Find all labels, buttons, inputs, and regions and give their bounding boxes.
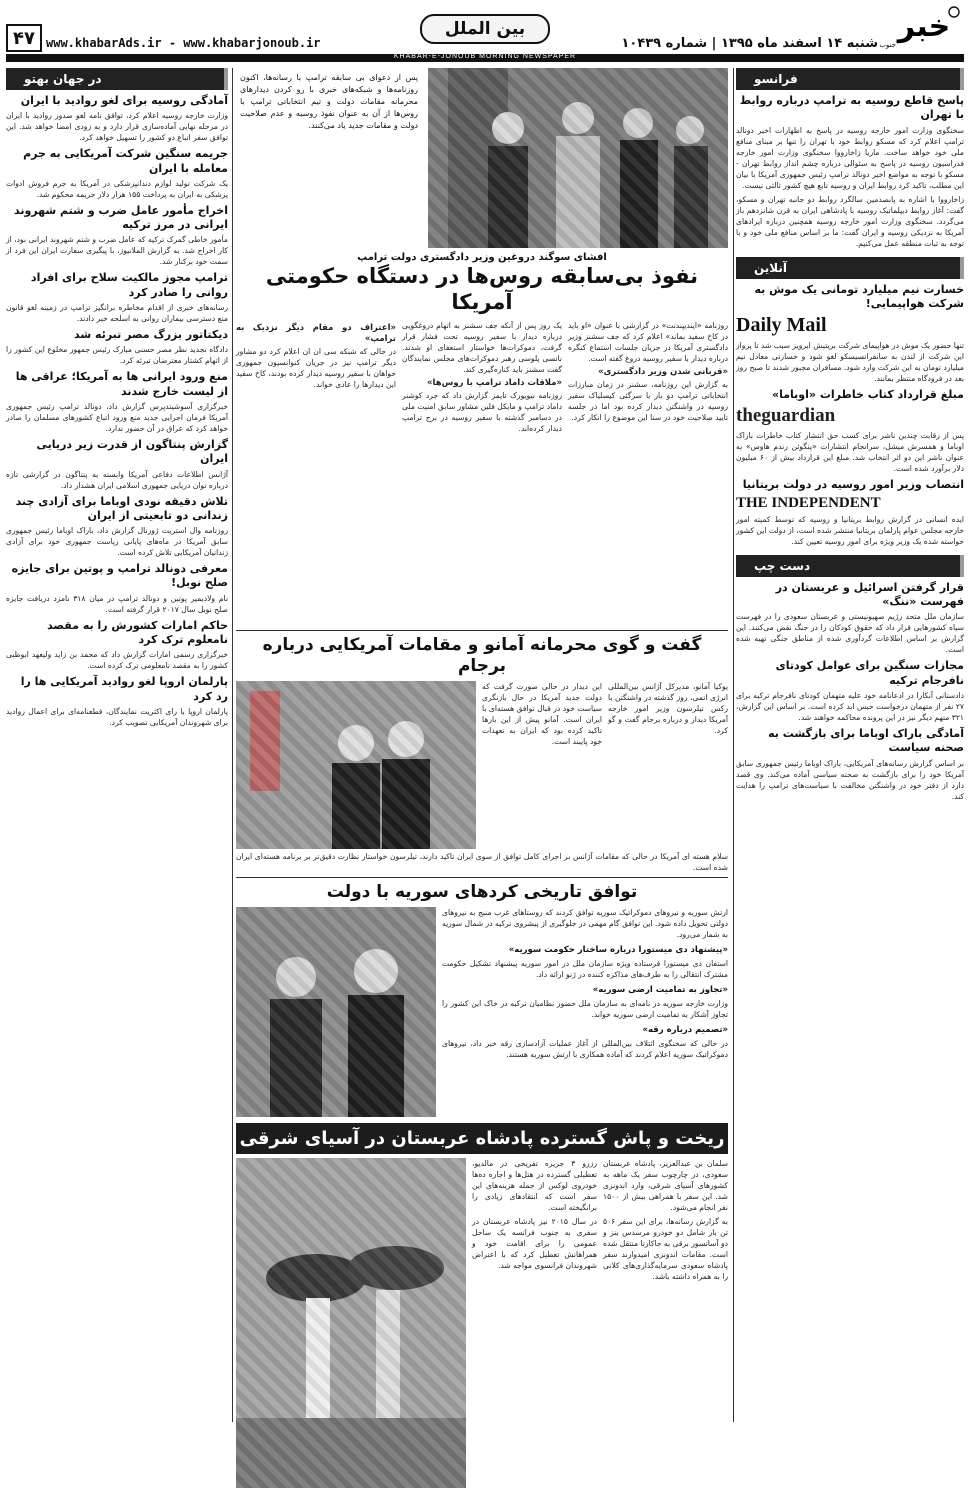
main-headline: نفوذ بی‌سابقه روس‌ها در دستگاه حکومتی آمریکا [265, 264, 699, 315]
headline: گزارش پنتاگون از قدرت زیر دریایی ایران [36, 437, 228, 466]
right-column [736, 68, 964, 1422]
issue-date: شنبه ۱۴ اسفند ماه ۱۳۹۵ | شماره ۱۰۴۳۹ [621, 36, 878, 51]
amano-tillerson-photo [236, 681, 476, 849]
article-body: دادستانی آنکارا در ادعانامه خود علیه متهمان کودتای نافرجام ترکیه برای ۲۷ نفر از متهمان درخواست حبس ابد کرده است. بر اساس این گزارش، ۳۲۱ متهم دیگر نیز در این پرونده محاکمه خواهند شد. [736, 690, 964, 722]
page-number: ۴۷ [6, 24, 42, 52]
article-body: آژانس اطلاعات دفاعی آمریکا وابسته به پنتاگون در گزارشی تازه درباره توان دریایی جمهوری اسلامی ایران هشدار داد. [6, 469, 228, 490]
story-body-columns [236, 320, 728, 626]
story-amano [236, 681, 728, 849]
left-column [6, 68, 228, 1422]
column-divider [232, 68, 233, 1422]
article-body: روزنامه وال استریت ژورنال گزارش داد، باراک اوباما رئیس جمهوری سابق آمریکا در ماه‌های پایانی ریاست جمهوری خود برای آزادی زندانیان آمریکایی تلاش کرده است. [6, 526, 228, 558]
article-body: خبرگزاری رسمی امارات گزارش داد که محمد بن زاید ولیعهد ابوظبی کشور را به مقصد نامعلومی ترک کرده است. [6, 650, 228, 671]
headline: جریمه سنگین شرکت آمریکایی به جرم معامله با ایران [23, 147, 228, 175]
saudi-text-columns [472, 1158, 728, 1488]
headline: اخراج مأمور عامل ضرب و شتم شهروند ایرانی در مرز ترکیه [13, 203, 228, 232]
article-body: وزارت خارجه روسیه اعلام کرد، توافق نامه لغو صدور روادید با ایران در مرحله نهایی آماده‌سازی قرار دارد و به زودی امضا خواهد شد. این توافق سفر اتباع دو کشور را تسهیل خواهد کرد. [6, 111, 228, 143]
headline: پاسخ قاطع روسیه به ترامپ درباره روابط با تهران [739, 94, 964, 122]
article-body: نام ولادیمیر پوتین و دونالد ترامپ در میان ۳۱۸ نامزد دریافت جایزه صلح نوبل سال ۲۰۱۷ قرار گرفته است. [6, 593, 228, 614]
story-syria [236, 907, 728, 1117]
photo-figures [236, 1158, 466, 1488]
article-col: «اعتراف دو مقام دیگر نزدیک به ترامپ» در حالی که شبکه سی ان ان اعلام کرد دو مشاور دیگر ترامپ نیز در جریان کنوانسیون جمهوری خواهان با سفیر روسیه دیدار کرده بودند، کاخ سفید این دیدارها را عادی خواند. [236, 322, 396, 389]
article-body: یک شرکت تولید لوازم دندانپزشکی در آمریکا به جرم فروش ادوات پزشکی به ایران به پرداخت ۱۵۵ هزار دلار جریمه محکوم شد. [6, 178, 228, 199]
headline: حاکم امارات کشورش را به مقصد نامعلوم ترک کرد [47, 618, 228, 647]
article-body: سلام هسته ای آمریکا در حالی که مقامات آژانس بر اجرای کامل توافق از سوی ایران تاکید دارند، تیلرسون خواستار نظارت دقیق‌تر بر برنامه هسته‌ای ایران شده است. [236, 852, 728, 872]
headline: مبلغ قرارداد کتاب خاطرات «اوباما» [771, 388, 964, 402]
article-body: تنها حضور یک موش در هواپیمای شرکت بریتیش ایرویز سبب شد تا پرواز این شرکت از لندن به سانفرانسیسکو لغو شود و خسارتی معادل نیم میلیارد تومان به این شرکت وارد شود. مسافران مجبور شدند تا صبح روز بعد در فرودگاه منتظر بمانند. [736, 341, 964, 384]
photo-figures [428, 68, 728, 248]
article-body: سازمان ملل متحد رژیم صهیونیستی و عربستان سعودی را در فهرست سیاه کشورهایی قرار داد که حقوق کودکان را در جنگ نقض می‌کنند. این گزارش بر اساس اطلاعات گردآوری شده از مناطق جنگی تهیه شده است. [736, 612, 964, 655]
dailymail-logo: Daily Mail [736, 314, 827, 337]
article-body: پارلمان اروپا با رای اکثریت نمایندگان، قطعنامه‌ای برای اعمال روادید برای شهروندان آمریکایی تصویب کرد. [6, 706, 228, 727]
syria-text: ارتش سوریه و نیروهای دموکراتیک سوریه توافق کردند که روستاهای غرب منبج به نیروهای دولتی تحویل داده شود. این توافق گام مهمی در جلوگیری از پیشروی ترکیه در شمال سوریه به شمار می‌رود. «پیشنهاد دی میستورا درباره ساختار حکومت سوریه» استفان دی میستورا فرستاده ویژه سازمان ملل در امور سوریه پیشنهاد تشکیل حکومت مشترک انتقالی را به طرف‌های مذاکره کننده در ژنو ارائه داد. «تجاوز به تمامیت ارضی سوریه» وزارت خارجه سوریه در نامه‌ای به سازمان ملل حضور نظامیان ترکیه در خاک این کشور را تجاوز آشکار به تمامیت ارضی سوریه خواند. «تصمیم درباره رقه» در حالی که سخنگوی ائتلاف بین‌المللی از آغاز عملیات آزادسازی رقه خبر داد، نیروهای دموکراتیک سوریه اعلام کردند که آماده همکاری با ارتش سوریه هستند. [442, 908, 728, 1060]
logo-sub: جنوب [879, 41, 896, 49]
headline: مجازات سنگین برای عوامل کودتای نافرجام ترکیه [775, 659, 964, 687]
headline: پارلمان اروپا لغو روادید آمریکایی ها را رد کرد [20, 675, 228, 703]
article-col: یوکیا آمانو، مدیرکل آژانس بین‌المللی انرژی اتمی، روز گذشته در واشنگتن با رکس تیلرسون وزیر امور خارجه آمریکا دیدار و درباره برجام گفت و گو کرد. [608, 682, 728, 735]
article-col: یک روز پس از آنکه جف سشنز به اتهام دروغگویی درباره دیدار با سفیر روسیه تحت فشار قرار گرفت، دموکرات‌ها خواستار استعفای او شدند. نانسی پلوسی رهبر دموکرات‌های مجلس نمایندگان گفت سشنز باید کناره‌گیری کند. «ملاقات داماد ترامپ با روس‌ها» روزنامه نیویورک تایمز گزارش داد که جرد کوشنر داماد ترامپ و مایکل فلین مشاور سابق امنیت ملی در دسامبر گذشته با سفیر روسیه در برج ترامپ دیدار کرده‌اند. [402, 320, 562, 433]
kicker: افشای سوگند دروغین وزیر دادگستری دولت ترامپ [357, 252, 607, 263]
headline: انتصاب وزیر امور روسیه در دولت بریتانیا [742, 478, 964, 492]
column-divider [733, 68, 734, 1422]
article-body: پس از رقابت چندین ناشر برای کسب حق انتشار کتاب خاطرات باراک اوباما و همسرش میشل، سرانجام انتشارات «پنگوئن رندم هاوس» به عنوان ناشر این دو اثر انتخاب شد. مبلغ این قرارداد بیش از ۶۰ میلیون دلار برآورد شده است. [736, 431, 964, 474]
headline: آمادگی باراک اوباما برای بازگشت به صحنه سیاست [768, 726, 964, 755]
oath-ceremony-photo [428, 68, 728, 248]
headline: قرار گرفتن اسرائیل و عربستان در فهرست «ننگ» [775, 580, 964, 609]
section-title: بین الملل [420, 14, 550, 44]
article-body: دادگاه تجدید نظر مصر حسنی مبارک رئیس جمهور مخلوع این کشور را از اتهام کشتار معترضان تبرئه کرد. [6, 345, 228, 366]
section-tab-left-hand: دست چپ [736, 555, 964, 577]
story-saudi [236, 1158, 728, 1488]
headline: منع ورود ایرانی ها به آمریکا؛ عراقی ها از لیست خارج شدند [15, 370, 228, 398]
section-tab-online: آنلاین [736, 257, 964, 279]
section-tab-france: فرانسو [736, 68, 964, 90]
article-body: سخنگوی وزارت امور خارجه روسیه در پاسخ به اظهارات اخیر دونالد ترامپ اعلام کرد که مسکو روابط خود با تهران را تنها بر مبنای منافع ملی خود خواهد ساخت. ماریا زاخارووا سخنگوی وزارت امور خارجه فدراسیون روسیه در پاسخ به سئوالی درباره چشم انداز روابط تهران - مسکو با توجه به مواضع اخیر دونالد ترامپ رئیس جمهوری آمریکا با بیان این مطلب، تاکید کرد روابط ایران و روسیه تابع هیچ کشور ثالثی نیست. زاخارووا با اشاره به پانصدمین سالگرد روابط دو جانبه تهران و مسکو، گفت: آغاز روابط دیپلماتیک روسیه با پادشاهی ایران به قرن شانزدهم باز می‌گردد. سخنگوی وزارت امور خارجه روسیه همچنین درباره ایرادهای آمریکا به نزدیکی روسیه و ایران گفت: ما بر اساس منافع ملی خود و با توجه به ثبات منطقه عمل می‌کنیم. [736, 125, 964, 248]
photo-caption: پس از دعوای بی سابقه ترامپ با رسانه‌ها، اکنون روزنامه‌ها و شبکه‌های خبری با رو کردن دیدارهای محرمانه مقامات دولت و تیم انتخاباتی ترامپ با روس‌ها از آن به عنوان نفوذ روسیه و عدم صلاحیت دولت و مقامات جدید یاد می‌کنند. [240, 73, 418, 130]
story-russia-top [236, 68, 728, 248]
headline: خسارت نیم میلیارد تومانی یک موش به شرکت هواپیمایی! [754, 282, 964, 310]
middle-column [236, 68, 728, 1422]
headline-syria: توافق تاریخی کردهای سوریه با دولت [236, 877, 728, 903]
article-col: این دیدار در حالی صورت گرفت که دولت جدید آمریکا در حال بازنگری سیاست خود در قبال توافق هسته‌ای با ایران است. آمانو پیش از این بارها تاکید کرده بود که ایران به تعهدات خود پایبند است. [482, 682, 602, 746]
headline: آمادگی روسیه برای لغو روادید با ایران [20, 94, 228, 107]
lavrov-photo [236, 907, 436, 1117]
article-body: بر اساس گزارش رسانه‌های آمریکایی، باراک اوباما رئیس جمهوری سابق آمریکا خود را برای بازگشت به صحنه سیاسی آماده می‌کند. وی قصد دارد از دفتر خود در واشنگتن مخالفت با سیاست‌های ترامپ را هدایت کند. [736, 758, 964, 801]
headline-amano: گفت و گوی محرمانه آمانو و مقامات آمریکایی درباره برجام [236, 630, 728, 678]
photo-figures [236, 681, 476, 849]
section-tab-world: در جهان بهتو [6, 68, 228, 90]
article-col: سلمان بن عبدالعزیز، پادشاه عربستان سعودی، در چارچوب سفر یک ماهه به کشورهای آسیای شرقی، وارد اندونزی شد. این سفر با همراهی بیش از ۱۵۰۰ نفر انجام می‌شود. به گزارش رسانه‌ها، برای این سفر ۵۰۶ تن بار شامل دو خودرو مرسدس بنز و دو آسانسور برقی به جاکارتا منتقل شده است. مقامات اندونزی امیدوارند سفر پادشاه سعودی سرمایه‌گذاری‌های کلانی را به همراه داشته باشد. [603, 1159, 728, 1282]
masthead-rule-text: KHABAR-E-JONOUB MORNING NEWSPAPER [393, 53, 577, 60]
masthead [0, 0, 970, 62]
headline: ترامپ مجوز مالکیت سلاح برای افراد روانی را صادر کرد [30, 271, 228, 299]
headline: تلاش دقیقه نودی اوباما برای آزادی چند زندانی دو تابعیتی از ایران [15, 494, 228, 522]
saudi-king-arrival-photo [236, 1158, 466, 1488]
independent-logo: THE INDEPENDENT [736, 494, 881, 511]
article-body: مأمور خاطی گمرک ترکیه که عامل ضرب و شتم شهروند ایرانی بود، از کار اخراج شد. به گزارش الملانیوز، با پیگیری سفارت ایران این فرد از سمت خود برکنار شد. [6, 235, 228, 267]
guardian-logo: theguardian [736, 405, 836, 427]
headline: معرفی دونالد ترامپ و پوتین برای جایزه صلح نوبل! [11, 562, 228, 590]
article-body: ایده انسانی در گزارش روابط بریتانیا و روسیه که توسط کمیته امور خارجه مجلس عوام پارلمان بریتانیا منتشر شده است، از دولت این کشور خواسته شده یک وزیر ویژه برای امور روسیه تعیین کند. [736, 514, 964, 546]
khabar-logo [879, 2, 962, 50]
headline-saudi-king: ریخت و پاش گسترده پادشاه عربستان در آسیای شرقی [236, 1123, 728, 1154]
website-urls[interactable]: www.khabarAds.ir - www.khabarjonoub.ir [46, 36, 321, 50]
article-body: خبرگزاری آسوشیتدپرس گزارش داد، دونالد ترامپ رئیس جمهوری آمریکا فرمان اجرایی جدید منع ورود اتباع کشورهای مسلمان را صادر خواهد کرد که عراق در آن حضور ندارد. [6, 401, 228, 433]
photo-figures [236, 907, 436, 1117]
logo-word: خبر [897, 9, 951, 44]
article-col: رزرو ۳ جزیره تفریحی در مالدیو، تعطیلی گسترده در هتل‌ها و اجاره ده‌ها خودروی لوکس از جمله هزینه‌های این سفر است که انتقادهای زیادی را برانگیخته است. در سال ۲۰۱۵ نیز پادشاه عربستان در سفری به جنوب فرانسه یک ساحل عمومی را برای اقامت خود و همراهانش تعطیل کرد که با اعتراض شهروندان فرانسوی مواجه شد. [472, 1159, 597, 1271]
headline: دیکتاتور بزرگ مصر تبرئه شد [74, 328, 228, 342]
article-body: رسانه‌های خبری از اقدام مخاطره برانگیز ترامپ در زمینه لغو قانون منع دسترسی بیماران روانی به اسلحه خبر دادند. [6, 303, 228, 324]
article-col: روزنامه «ایندیپندنت» در گزارشی با عنوان «او باید در کاخ سفید بماند» اعلام کرد که جف سشنز وزیر دادگستری آمریکا در جریان جلسات استماع کنگره درباره دیدار با سفیر روسیه دروغ گفته است. «قربانی شدن وزیر دادگستری» به گزارش این روزنامه، سشنز در زمان مبارزات انتخاباتی ترامپ دو بار با سرگئی کیسلیاک سفیر روسیه در واشنگتن دیدار کرده بود اما در جلسه تایید صلاحیت خود در سنا این موضوع را انکار کرد. [568, 320, 728, 422]
